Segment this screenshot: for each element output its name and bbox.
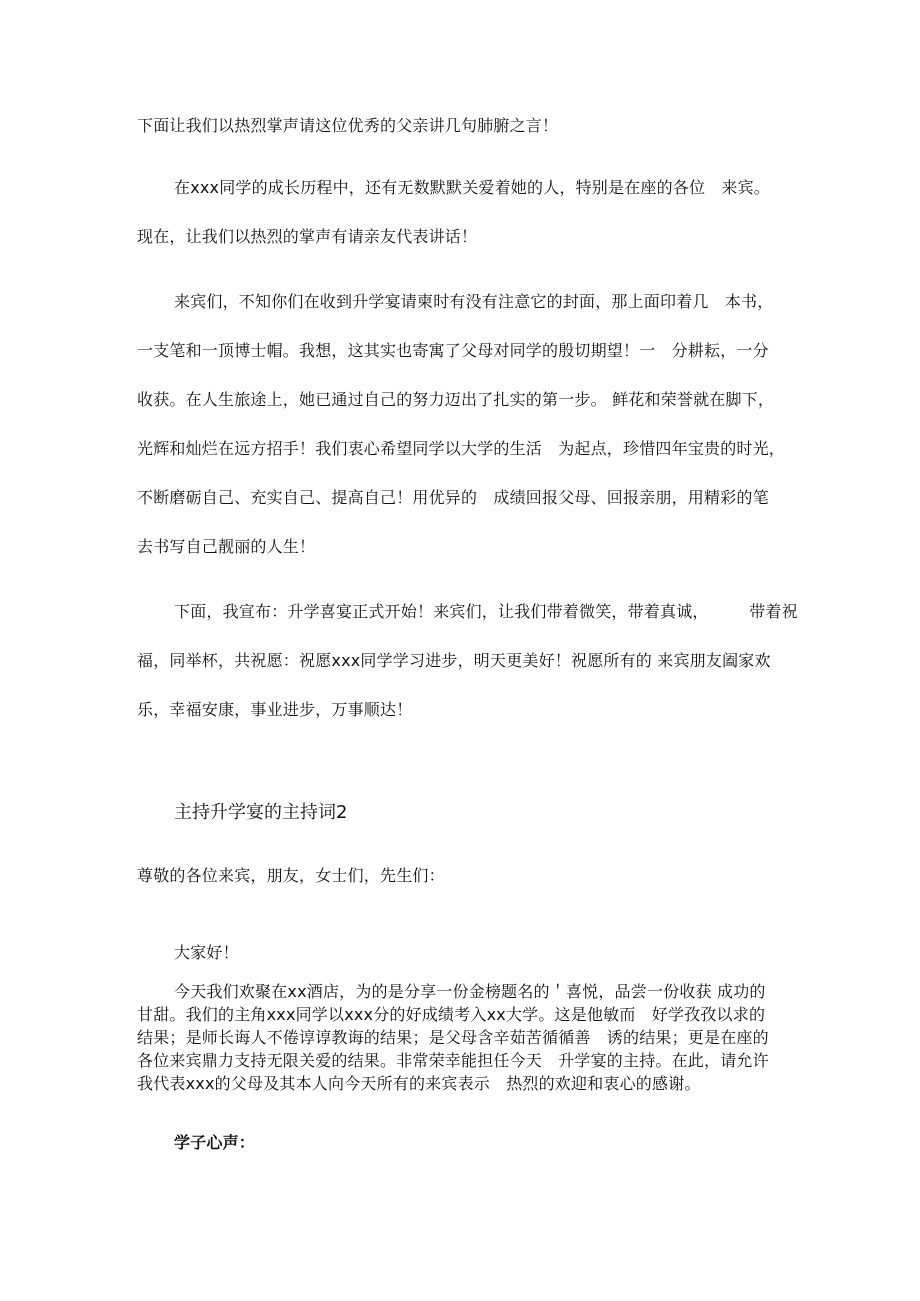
- paragraph-line: 福，同举杯，共祝愿：祝愿xxx同学学习进步，明天更美好！祝愿所有的 来宾朋友阖家欢: [137, 651, 771, 670]
- paragraph-line: 去书写自己靓丽的人生！: [137, 537, 316, 556]
- paragraph-line: 我代表xxx的父母及其本人向今天所有的来宾表示 热烈的欢迎和衷心的感谢。: [137, 1074, 701, 1093]
- section-title: 主持升学宴的主持词2: [174, 802, 348, 823]
- intro-line: 下面让我们以热烈掌声请这位优秀的父亲讲几句肺腑之言！: [137, 116, 559, 135]
- paragraph-line: 结果；是师长诲人不倦谆谆教诲的结果；是父母含辛茹苦循循善 诱的结果；更是在座的: [137, 1028, 769, 1047]
- paragraph-line: 一支笔和一顶博士帽。我想，这其实也寄寓了父母对同学的殷切期望！一 分耕耘，一分: [137, 341, 769, 360]
- subheading: 学子心声：: [174, 1133, 256, 1152]
- paragraph-line: 今天我们欢聚在xx酒店，为的是分享一份金榜题名的＇喜悦，品尝一份收获 成功的: [174, 982, 766, 1001]
- paragraph-line: 来宾们，不知你们在收到升学宴请柬时有没有注意它的封面，那上面印着几 本书，: [174, 292, 774, 311]
- paragraph-line: 光辉和灿烂在远方招手！我们衷心希望同学以大学的生活 为起点，珍惜四年宝贵的时光，: [137, 439, 786, 458]
- salutation: 尊敬的各位来宾，朋友，女士们，先生们：: [137, 866, 445, 885]
- paragraph-line: 乐，幸福安康，事业进步，万事顺达！: [137, 700, 413, 719]
- greeting: 大家好！: [174, 943, 239, 962]
- paragraph-line: 下面，我宣布：升学喜宴正式开始！来宾们，让我们带着微笑，带着真诚， 带着祝: [174, 602, 798, 621]
- paragraph-line: 甘甜。我们的主角xxx同学以xxx分的好成绩考入xx大学。这是他敏而 好学孜孜以求的: [137, 1005, 766, 1024]
- paragraph-line: 现在，让我们以热烈的掌声有请亲友代表讲话！: [137, 227, 478, 246]
- paragraph-line: 各位来宾鼎力支持无限关爱的结果。非常荣幸能担任今天 升学宴的主持。在此，请允许: [137, 1051, 769, 1070]
- paragraph-line: 收获。在人生旅途上，她已通过自己的努力迈出了扎实的第一步。 鲜花和荣誉就在脚下，: [137, 390, 775, 409]
- paragraph-line: 在xxx同学的成长历程中，还有无数默默关爱着她的人，特别是在座的各位 来宾。: [174, 178, 771, 197]
- paragraph-line: 不断磨砺自己、充实自己、提高自己！用优异的 成绩回报父母、回报亲朋，用精彩的笔: [137, 488, 769, 507]
